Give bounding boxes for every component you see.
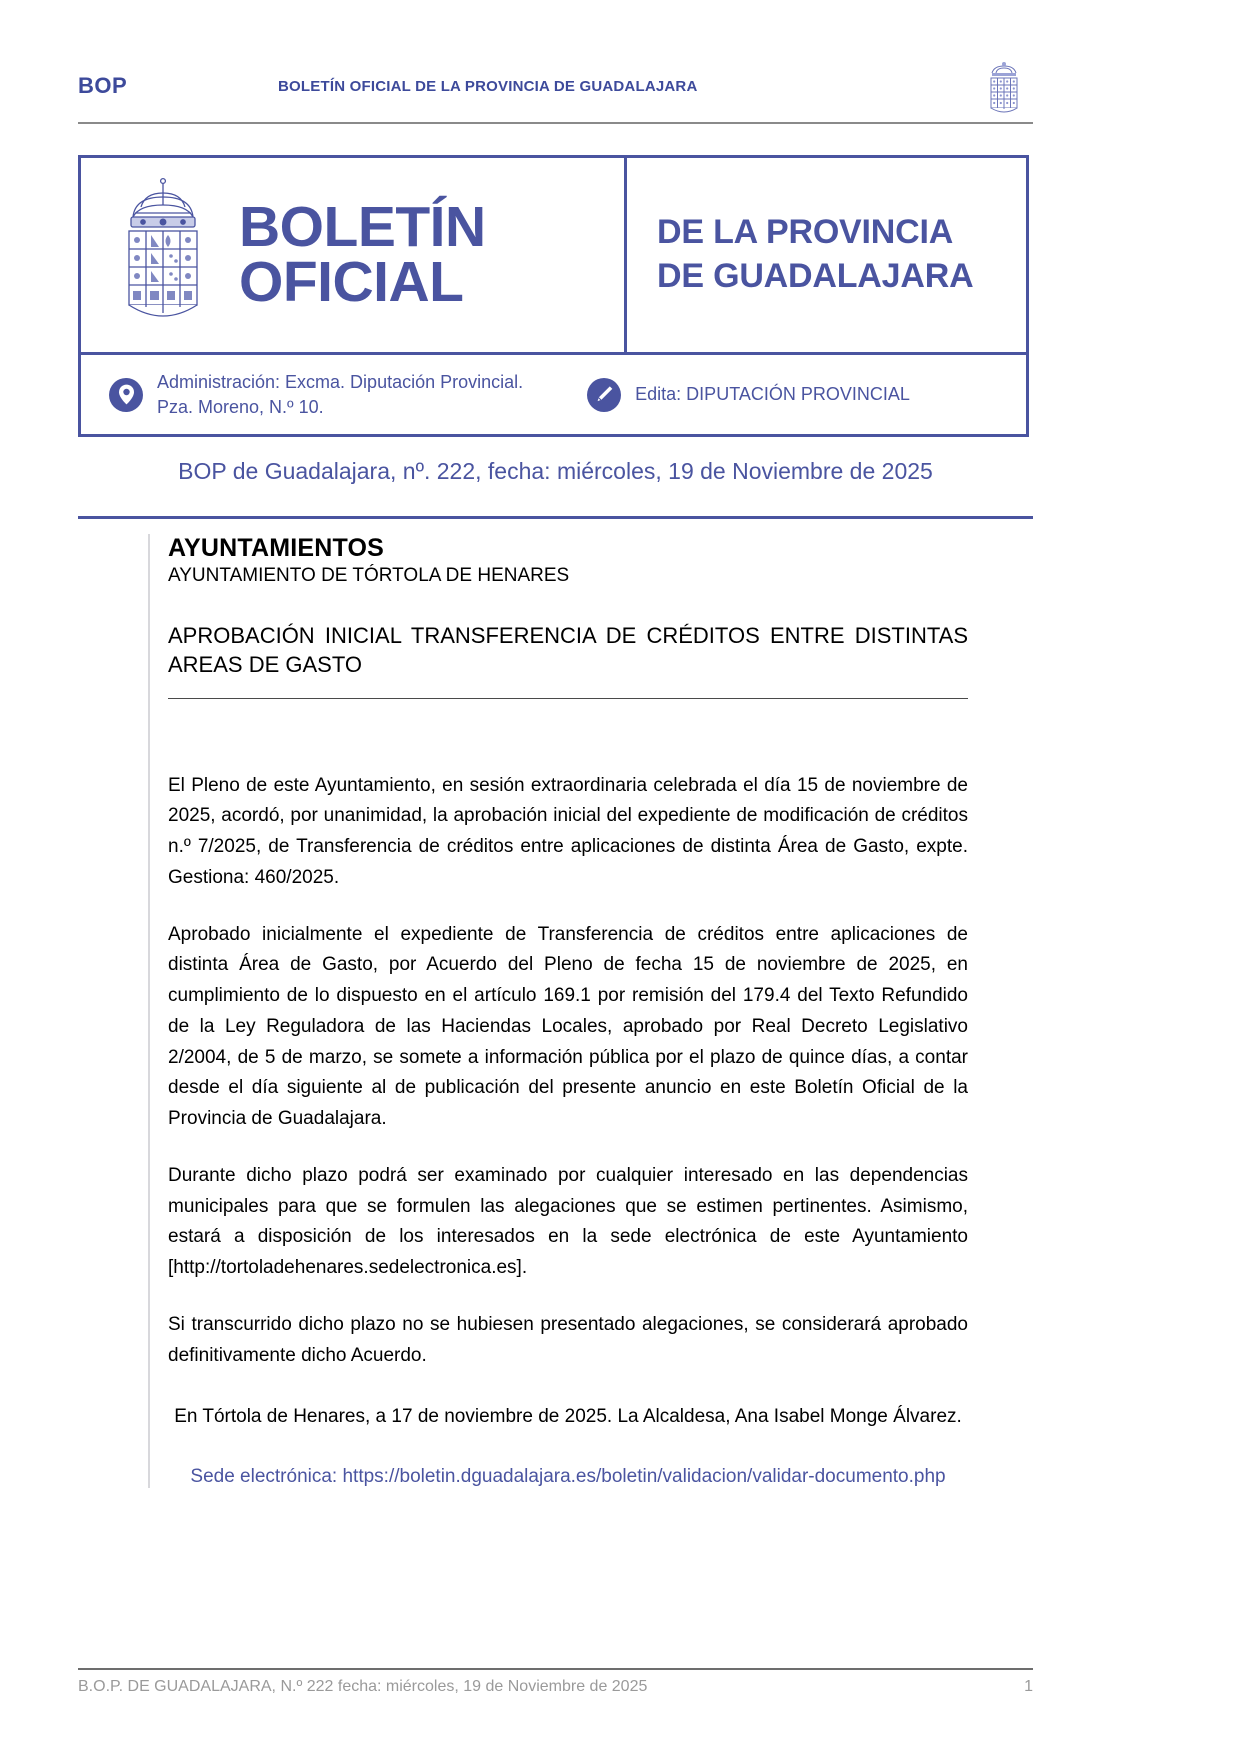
header-divider — [78, 122, 1033, 124]
running-header-full-title: BOLETÍN OFICIAL DE LA PROVINCIA DE GUADALAJARA — [278, 77, 698, 95]
administration-info — [109, 370, 523, 419]
page-title: APROBACIÓN INICIAL TRANSFERENCIA DE CRÉDITOS ENTRE DISTINTAS AREAS DE GASTO — [168, 623, 968, 678]
masthead-wordmark — [239, 194, 486, 314]
administration-line1: Administración: Excma. Diputación Provincial. — [157, 372, 524, 393]
masthead-province-line1: DE LA PROVINCIA — [657, 213, 954, 252]
masthead-province — [627, 158, 1026, 352]
editor-info — [587, 378, 910, 412]
masthead-wordmark-line1: BOLETÍN — [239, 194, 486, 259]
issue-line: BOP de Guadalajara, nº. 222, fecha: miércoles, 19 de Noviembre de 2025 — [178, 458, 933, 484]
coat-of-arms-icon — [975, 55, 1033, 117]
masthead-province-line2: DE GUADALAJARA — [657, 257, 974, 295]
body-paragraph: Aprobado inicialmente el expediente de Transferencia de créditos entre aplicaciones de distinta Área de Gasto, por Acuerdo del Pleno de fecha 15 de noviembre de 2025, en cumplimiento de lo dispuesto en el artículo 169.1 por remisión del 179.4 del Texto Refundido de la Ley Reguladora de las Haciendas Locales, aprobado por Real Decreto Legislativo 2/2004, de 5 de marzo, se somete a información pública por el plazo de quince días, a contar desde el día siguiente al de publicación del presente anuncio en este Boletín Oficial de la Provincia de Guadalajara. — [168, 923, 968, 1130]
location-pin-icon — [109, 378, 143, 412]
coat-of-arms-icon — [109, 175, 217, 335]
body-paragraph: El Pleno de este Ayuntamiento, en sesión extraordinaria celebrada el día 15 de noviembre de 2025, acordó, por unanimidad, la aprobación inicial del expediente de modificación de créditos n.º 7/2025, de Transferencia de créditos entre aplicaciones de distinta Área de Gasto, expte. Gestiona: 460/2025. — [168, 774, 968, 888]
issue-divider — [78, 516, 1033, 519]
editor-text: Edita: DIPUTACIÓN PROVINCIAL — [635, 384, 910, 405]
body-paragraph: Si transcurrido dicho plazo no se hubiesen presentado alegaciones, se considerará aprobado definitivamente dicho Acuerdo. — [168, 1313, 968, 1366]
section-heading: AYUNTAMIENTOS — [168, 534, 385, 562]
title-divider — [168, 698, 968, 699]
body-paragraph: Durante dicho plazo podrá ser examinado por cualquier interesado en las dependencias municipales para que se formulen las alegaciones que se estimen pertinentes. Asimismo, estará a disposición de los interesados en la sede electrónica de este Ayuntamiento [http://tortoladehenares.sedelectronica.es]. — [168, 1164, 968, 1279]
section-subheading: AYUNTAMIENTO DE TÓRTOLA DE HENARES — [168, 565, 570, 586]
masthead-brand — [81, 158, 627, 352]
page-footer — [78, 1678, 1033, 1696]
masthead-info-row — [81, 355, 1026, 434]
pencil-edit-icon — [587, 378, 621, 412]
masthead — [78, 155, 1029, 437]
sede-electronica-link[interactable]: Sede electrónica: https://boletin.dguadalajara.es/boletin/validacion/validar-documento.php — [190, 1466, 946, 1488]
running-header — [78, 52, 1033, 120]
administration-text — [157, 370, 523, 419]
administration-line2: Pza. Moreno, N.º 10. — [157, 396, 324, 417]
footer-issue-text: B.O.P. DE GUADALAJARA, N.º 222 fecha: miércoles, 19 de Noviembre de 2025 — [78, 1678, 648, 1695]
document-body — [148, 534, 968, 1488]
footer-divider — [78, 1668, 1033, 1670]
masthead-wordmark-line2: OFICIAL — [239, 250, 464, 314]
masthead-top-row — [81, 158, 1026, 355]
signature-block: En Tórtola de Henares, a 17 de noviembre de 2025. La Alcaldesa, Ana Isabel Monge Álvarez. — [174, 1405, 962, 1427]
running-header-short-title: BOP — [78, 73, 128, 98]
footer-page-number: 1 — [1024, 1678, 1033, 1695]
